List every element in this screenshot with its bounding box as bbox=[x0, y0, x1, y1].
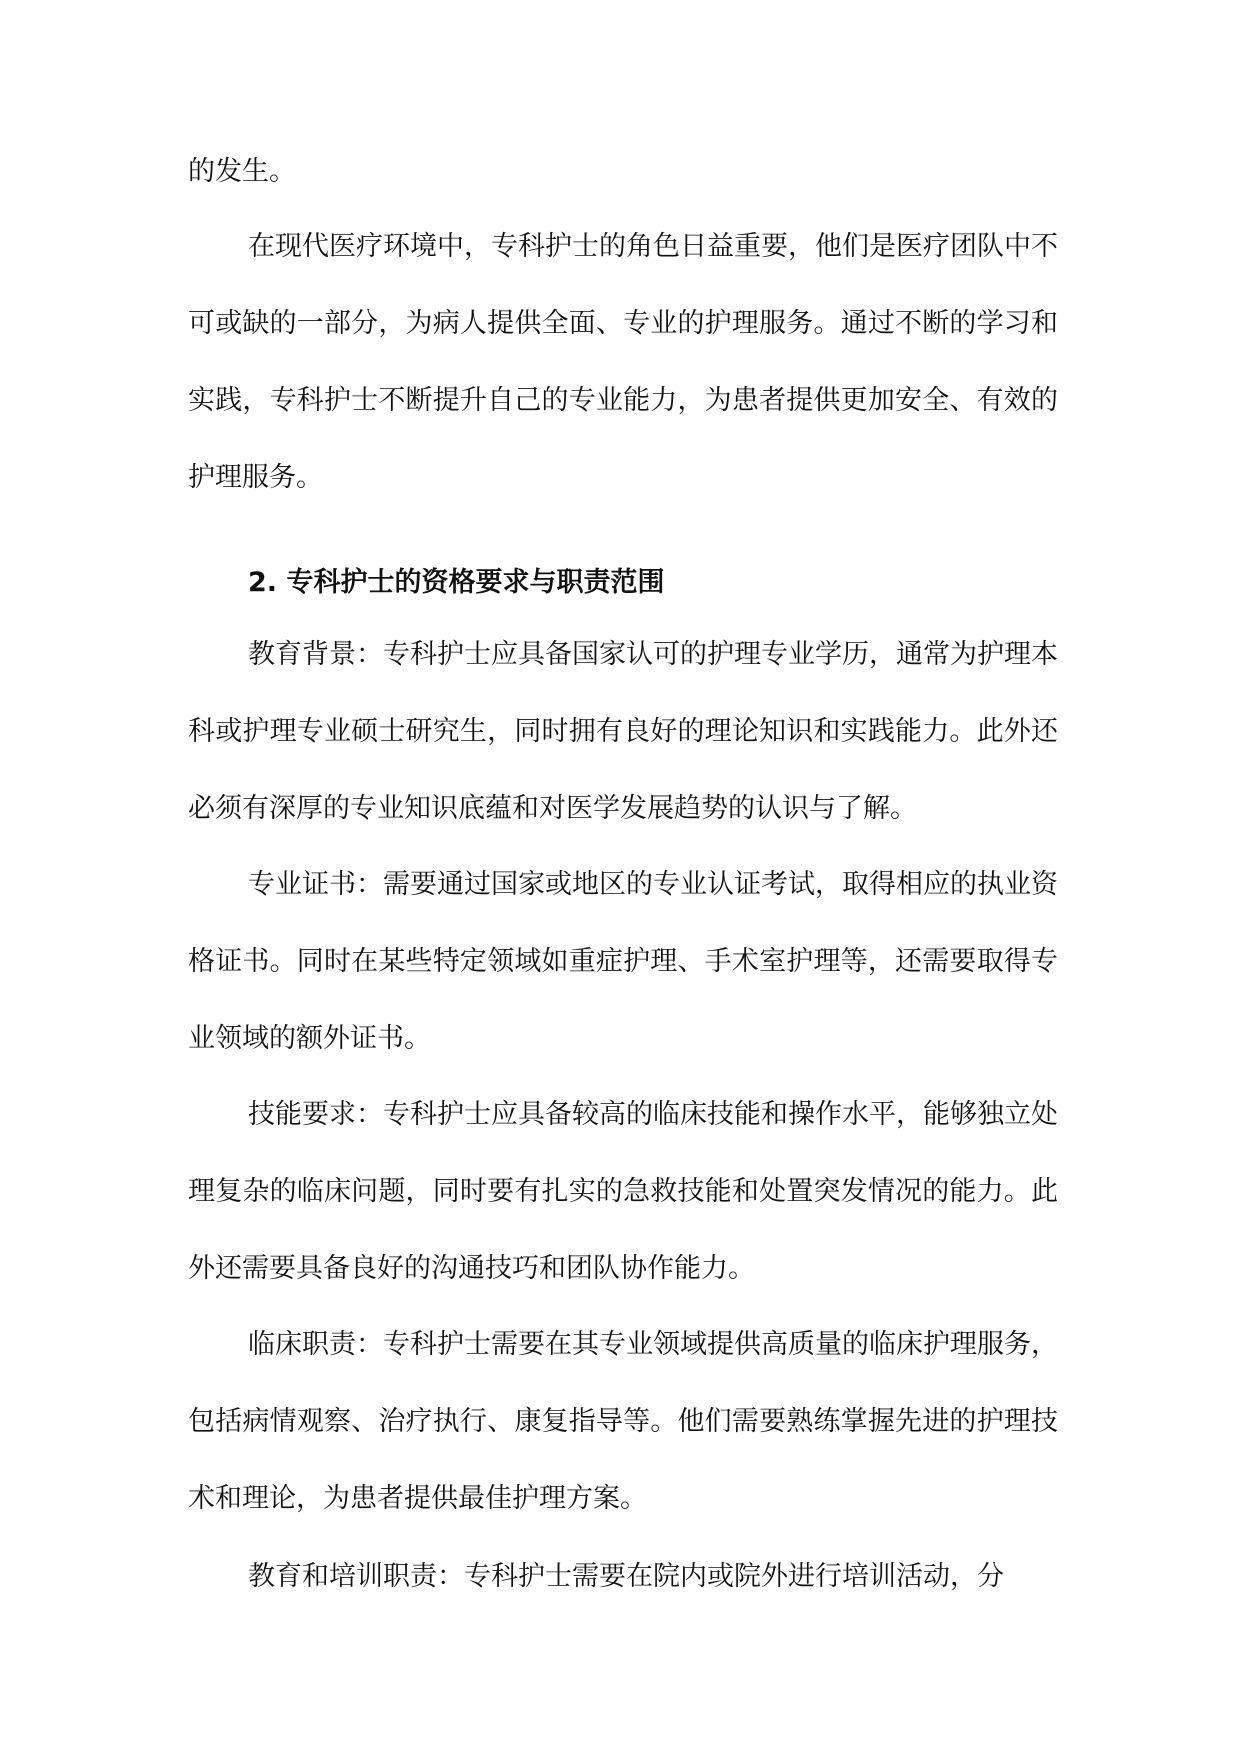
paragraph-clinical-duties: 临床职责：专科护士需要在其专业领域提供高质量的临床护理服务，包括病情观察、治疗执行、康复指导等。他们需要熟练掌握先进的护理技术和理论，为患者提供最佳护理方案。 bbox=[188, 1329, 1058, 1514]
paragraph-continuation: 的发生。 bbox=[188, 156, 296, 187]
section-heading: 2. 专科护士的资格要求与职责范围 bbox=[248, 567, 665, 598]
paragraph-specialist-role: 在现代医疗环境中，专科护士的角色日益重要，他们是医疗团队中不可或缺的一部分，为病人提供全面、专业的护理服务。通过不断的学习和实践，专科护士不断提升自己的专业能力，为患者提供更加安全、有效的护理服务。 bbox=[188, 231, 1058, 493]
paragraph-training-duties: 教育和培训职责：专科护士需要在院内或院外进行培训活动，分 bbox=[248, 1561, 1004, 1592]
paragraph-professional-certificate: 专业证书：需要通过国家或地区的专业认证考试，取得相应的执业资格证书。同时在某些特定领域如重症护理、手术室护理等，还需要取得专业领域的额外证书。 bbox=[188, 869, 1058, 1054]
paragraph-education-background: 教育背景：专科护士应具备国家认可的护理专业学历，通常为护理本科或护理专业硕士研究生，同时拥有良好的理论知识和实践能力。此外还必须有深厚的专业知识底蕴和对医学发展趋势的认识与了解。 bbox=[188, 639, 1058, 824]
paragraph-skill-requirements: 技能要求：专科护士应具备较高的临床技能和操作水平，能够独立处理复杂的临床问题，同时要有扎实的急救技能和处置突发情况的能力。此外还需要具备良好的沟通技巧和团队协作能力。 bbox=[188, 1099, 1058, 1284]
